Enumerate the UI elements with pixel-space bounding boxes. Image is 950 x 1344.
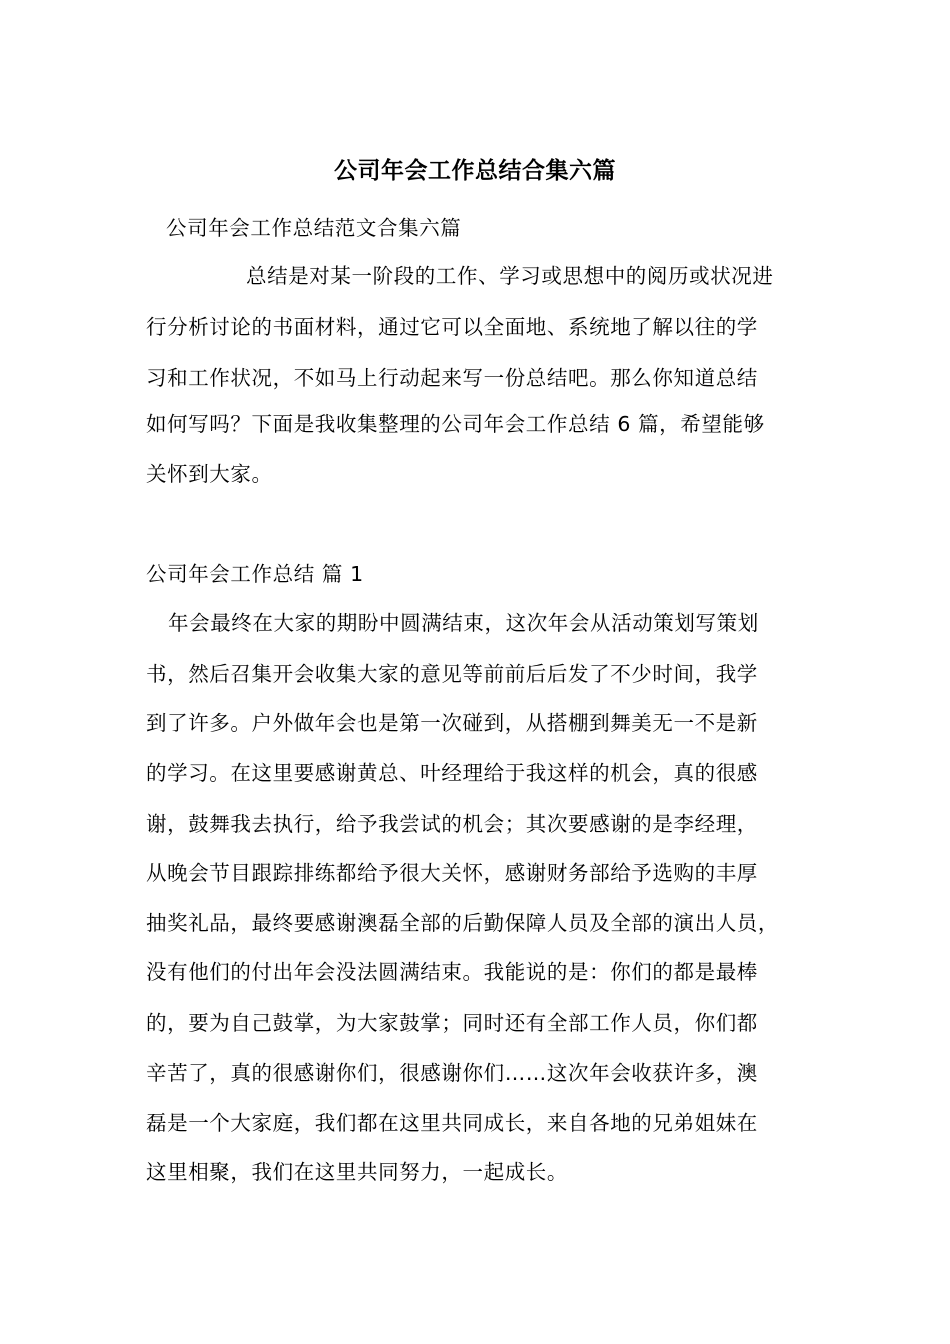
intro-line: 行分析讨论的书面材料，通过它可以全面地、系统地了解以往的学 [146,315,758,339]
body-line: 的学习。在这里要感谢黄总、叶经理给于我这样的机会，真的很感 [146,761,758,785]
body-line: 年会最终在大家的期盼中圆满结束，这次年会从活动策划写策划 [168,611,759,635]
body-line: 到了许多。户外做年会也是第一次碰到，从搭棚到舞美无一不是新 [146,711,758,735]
body-line: 抽奖礼品，最终要感谢澳磊全部的后勤保障人员及全部的演出人员， [146,911,779,935]
body-line: 书，然后召集开会收集大家的意见等前前后后发了不少时间，我学 [146,662,758,686]
intro-line: 总结是对某一阶段的工作、学习或思想中的阅历或状况进 [246,264,774,288]
document-title: 公司年会工作总结合集六篇 [334,158,616,184]
body-line: 没有他们的付出年会没法圆满结束。我能说的是：你们的都是最棒 [146,960,758,984]
intro-line: 习和工作状况，不如马上行动起来写一份总结吧。那么你知道总结 [146,366,758,390]
intro-line: 如何写吗？下面是我收集整理的公司年会工作总结 6 篇，希望能够 [146,412,765,436]
body-line: 谢，鼓舞我去执行，给予我尝试的机会；其次要感谢的是李经理， [146,812,758,836]
body-line: 磊是一个大家庭，我们都在这里共同成长，来自各地的兄弟姐妹在 [146,1111,758,1135]
body-line: 这里相聚，我们在这里共同努力，一起成长。 [146,1160,568,1184]
document-subtitle: 公司年会工作总结范文合集六篇 [166,216,462,240]
body-line: 从晚会节目跟踪排练都给予很大关怀，感谢财务部给予选购的丰厚 [146,861,758,885]
body-line: 辛苦了，真的很感谢你们，很感谢你们……这次年会收获许多，澳 [146,1061,758,1085]
body-line: 的，要为自己鼓掌，为大家鼓掌；同时还有全部工作人员，你们都 [146,1011,758,1035]
section-heading: 公司年会工作总结 篇 1 [146,562,364,586]
intro-line: 关怀到大家。 [146,462,273,486]
